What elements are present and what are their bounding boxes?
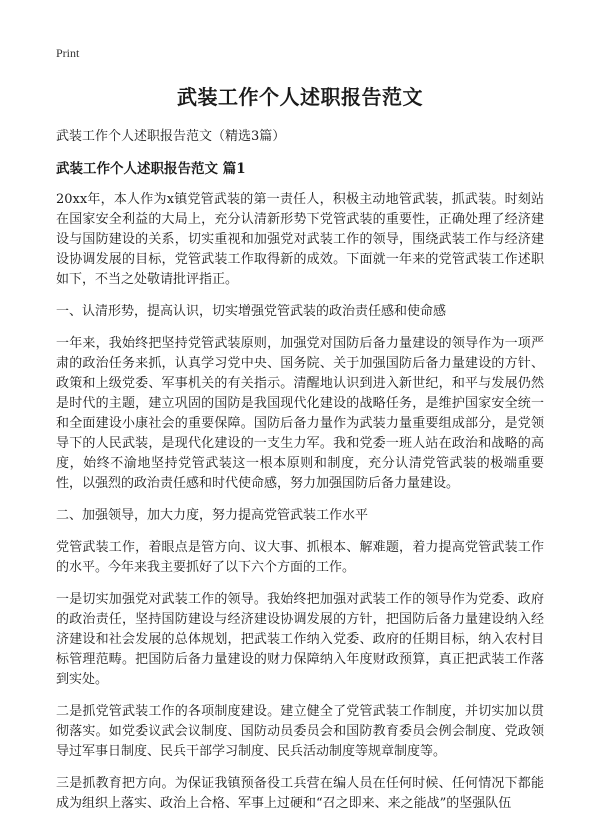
paragraph-point-1: 一是切实加强党对武装工作的领导。我始终把加强对武装工作的领导作为党委、政府的政治责任，坚持国防建设与经济建设协调发展的方针，把国防后备力量建设纳入经济建设和社会发展的总体规划，把武装工作纳入党委、政府的任期目标，纳入农村目标管理范畴。把国防后备力量建设的财力保障纳入年度财政预算，真正把武装工作落到实处。 <box>56 592 544 687</box>
paragraph-point-3: 三是抓教育把方向。为保证我镇预备役工兵营在编人员在任何时候、任何情况下都能成为组织上落实、政治上合格、军事上过硬和“召之即来、来之能战”的坚强队伍 <box>56 776 544 811</box>
document-subtitle: 武装工作个人述职报告范文（精选3篇） <box>56 129 286 144</box>
print-link[interactable]: Print <box>56 46 80 60</box>
paragraph-body-1: 一年来，我始终把坚持党管武装原则，加强党对国防后备力量建设的领导作为一项严肃的政治任务来抓，认真学习党中央、国务院、关于加强国防后备力量建设的方针、政策和上级党委、军事机关的有关指示。清醒地认识到进入新世纪，和平与发展仍然是时代的主题，建立巩固的国防是我国现代化建设的战略任务，是维护国家安全统一和全面建设小康社会的重要保障。国防后备力量作为武装力量重要组成部分，是党领导下的人民武装，是现代化建设的一支生力军。我和党委一班人站在政治和战略的高度，始终不渝地坚持党管武装这一根本原则和制度，充分认清党管武装的极端重要性，以强烈的政治责任感和时代使命感，努力加强国防后备力量建设。 <box>56 336 544 491</box>
paragraph-point-2: 二是抓党管武装工作的各项制度建设。建立健全了党管武装工作制度，并切实加以贯彻落实。如党委议武会议制度、国防动员委员会和国防教育委员会例会制度、党政领导过军事日制度、民兵干部学习制度、民兵活动制度等规章制度等。 <box>56 704 544 759</box>
paragraph-intro: 20xx年，本人作为x镇党管武装的第一责任人，积极主动地管武装，抓武装。时刻站在国家安全利益的大局上，充分认清新形势下党管武装的重要性，正确处理了经济建设与国防建设的关系，切实重视和加强党对武装工作的领导，围绕武装工作与经济建设协调发展的目标，党管武装工作取得新的成效。下面就一年来的党管武装工作述职如下，不当之处敬请批评指正。 <box>56 192 544 287</box>
paragraph-body-2: 党管武装工作，着眼点是管方向、议大事、抓根本、解难题，着力提高党管武装工作的水平。今年来我主要抓好了以下六个方面的工作。 <box>56 540 544 575</box>
section-heading: 武装工作个人述职报告范文 篇1 <box>56 161 246 177</box>
paragraph-heading-2: 二、加强领导，加大力度，努力提高党管武装工作水平 <box>56 508 369 523</box>
document-title: 武装工作个人述职报告范文 <box>177 85 423 109</box>
paragraph-heading-1: 一、认清形势，提高认识，切实增强党管武装的政治责任感和使命感 <box>56 304 447 319</box>
